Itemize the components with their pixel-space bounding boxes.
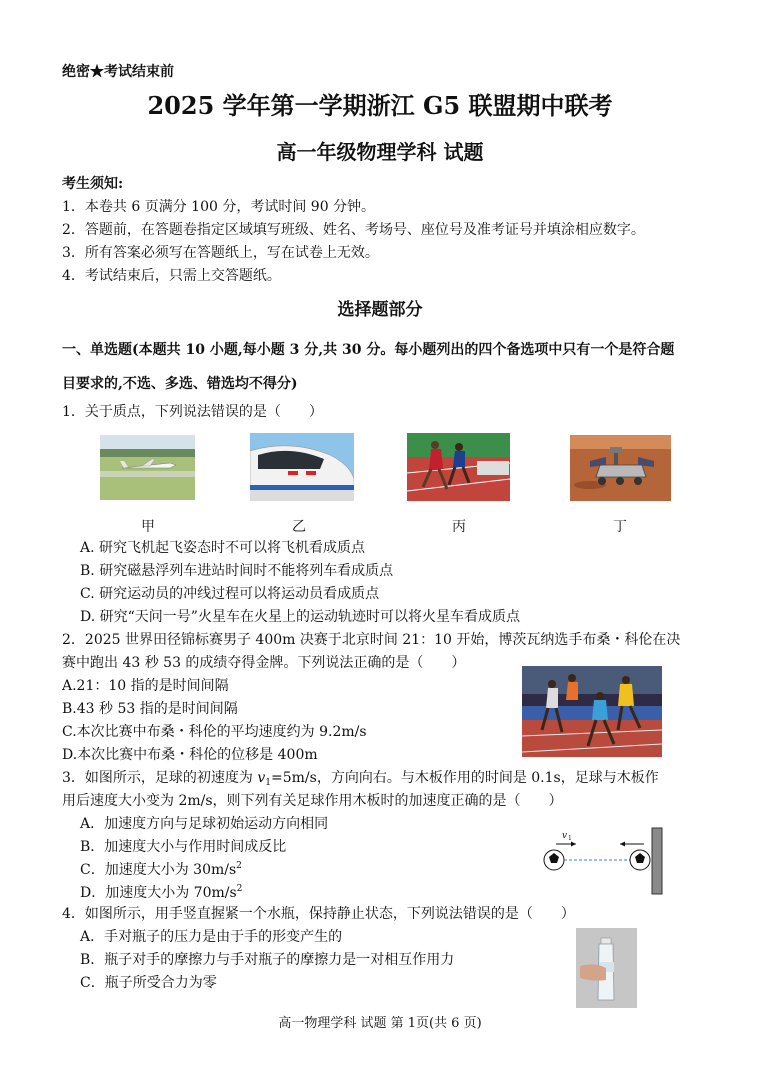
- airplane-photo: [100, 435, 195, 500]
- velocity-label: v: [562, 831, 568, 841]
- section-instruction: 一、单选题(本题共 10 小题,每小题 3 分,共 30 分。每小题列出的四个备选项中只有一个是符合题: [62, 342, 675, 358]
- q4-stem: 4．如图所示，用手竖直握紧一个水瓶，保持静止状态，下列说法错误的是（ ）: [62, 906, 575, 922]
- figure-caption-yi: 乙: [292, 519, 306, 535]
- notice-item: 1．本卷共 6 页满分 100 分，考试时间 90 分钟。: [62, 199, 376, 215]
- q2-option-c: C.本次比赛中布桑・科伦的平均速度约为 9.2m/s: [62, 724, 367, 740]
- svg-text:1: 1: [568, 835, 572, 842]
- water-bottle-photo: [576, 928, 637, 1008]
- q4-option-c: C．瓶子所受合力为零: [80, 975, 217, 991]
- figure-caption-jia: 甲: [141, 519, 155, 535]
- mars-rover-photo: [570, 435, 671, 501]
- q3-option-c: C．加速度大小为 $30m/s^2$: [80, 861, 242, 878]
- q4-option-b: B．瓶子对手的摩擦力与手对瓶子的摩擦力是一对相互作用力: [80, 952, 455, 968]
- sprinters-photo: [407, 433, 510, 501]
- notice-item: 2．答题前，在答题卷指定区域填写班级、姓名、考场号、座位号及准考证号并填涂相应数字。: [62, 222, 645, 238]
- section-title: 选择题部分: [337, 300, 423, 320]
- page-footer: 高一物理学科 试题 第 1页(共 6 页): [278, 1016, 482, 1031]
- q3-option-d: D．加速度大小为 $70m/s^2$: [80, 884, 243, 901]
- q3-stem: 3．如图所示，足球的初速度为 $v_1=5m/s$，方向向右。与木板作用的时间是 0.1s，足球与木板作: [62, 770, 659, 788]
- race-photo: [522, 666, 662, 757]
- maglev-train-photo: [250, 433, 354, 501]
- q1-option-d: D. 研究“天问一号”火星车在火星上的运动轨迹时可以将火星车看成质点: [80, 609, 520, 625]
- q1-option-a: A. 研究飞机起飞姿态时不可以将飞机看成质点: [80, 540, 366, 556]
- exam-title: 2025 学年第一学期浙江 G5 联盟期中联考: [147, 91, 613, 120]
- figure-caption-bing: 丙: [452, 519, 466, 535]
- section-instruction-cont: 目要求的,不选、多选、错选均不得分): [62, 376, 298, 392]
- q3-option-a: A．加速度方向与足球初始运动方向相同: [80, 816, 329, 832]
- q3-stem-cont: 用后速度大小变为 2m/s，则下列有关足球作用木板时的加速度正确的是（ ）: [62, 793, 563, 809]
- q1-option-c: C. 研究运动员的冲线过程可以将运动员看成质点: [80, 586, 380, 602]
- q1-option-b: B. 研究磁悬浮列车进站时间时不能将列车看成质点: [80, 563, 394, 579]
- ball-board-figure: [540, 826, 670, 896]
- q2-option-a: A.21：10 指的是时间间隔: [62, 678, 229, 694]
- exam-subtitle: 高一年级物理学科 试题: [276, 140, 484, 164]
- q2-stem: 2．2025 世界田径锦标赛男子 400m 决赛于北京时间 21：10 开始，博茨瓦纳选手布桑・科伦在决: [62, 632, 681, 648]
- notice-heading: 考生须知:: [62, 176, 124, 192]
- q1-stem: 1．关于质点，下列说法错误的是（ ）: [62, 404, 323, 420]
- notice-item: 3．所有答案必须写在答题纸上，写在试卷上无效。: [62, 245, 379, 261]
- notice-item: 4．考试结束后，只需上交答题纸。: [62, 268, 281, 284]
- figure-caption-ding: 丁: [613, 519, 627, 535]
- confidential-mark: 绝密★考试结束前: [62, 64, 174, 80]
- q2-option-d: D.本次比赛中布桑・科伦的位移是 400m: [62, 747, 318, 763]
- q3-option-b: B．加速度大小与作用时间成反比: [80, 839, 287, 855]
- q2-stem-cont: 赛中跑出 43 秒 53 的成绩夺得金牌。下列说法正确的是（ ）: [62, 655, 466, 671]
- q4-option-a: A．手对瓶子的压力是由于手的形变产生的: [80, 929, 343, 945]
- q2-option-b: B.43 秒 53 指的是时间间隔: [62, 701, 238, 717]
